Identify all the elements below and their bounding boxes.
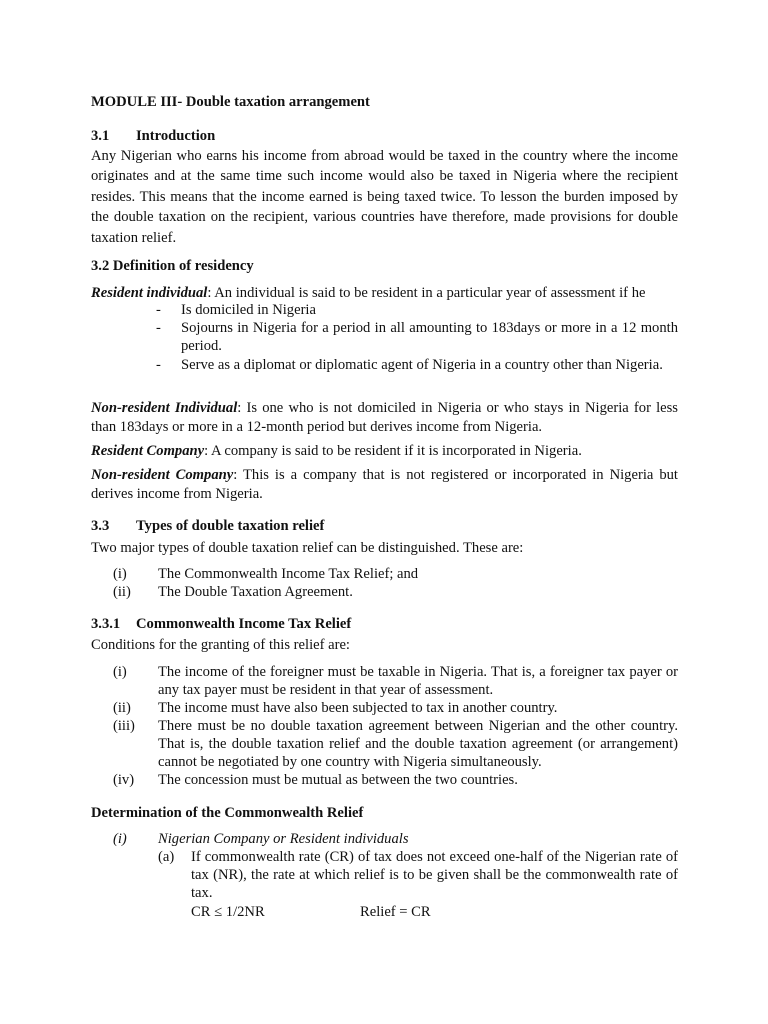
formula-condition: CR ≤ 1/2NR (191, 904, 265, 920)
sub-rule (158, 848, 678, 903)
section-3-3-heading: 3.3 Types of double taxation relief (91, 518, 325, 534)
determination-heading: Determination of the Commonwealth Relief (91, 805, 364, 821)
list-item: - Sojourns in Nigeria for a period in all amounting to 183days or more in a 12 month period. (156, 320, 678, 355)
module-title: MODULE III- Double taxation arrangement (91, 94, 370, 110)
section-3-1-heading (91, 126, 678, 146)
definition-term: Resident individual (91, 285, 208, 301)
list-item: (i) The Commonwealth Income Tax Relief; and (113, 566, 419, 582)
relief-conditions-list (113, 663, 678, 789)
section-3-3-1-heading: 3.3.1 Commonwealth Income Tax Relief (91, 616, 352, 632)
list-item: (iv) The concession must be mutual as between the two countries. (113, 772, 518, 788)
section-3-3-1-intro: Conditions for the granting of this relief are: (91, 637, 350, 653)
relief-types-list (113, 565, 678, 601)
list-item: (iii) There must be no double taxation agreement between Nigerian and the other country. That is, the double taxation relief and the double taxation agreement (or arrangement) cannot be negotiated by one country with Nigeria simultaneously. (113, 718, 678, 770)
formula-row (191, 902, 671, 922)
non-resident-company-definition: Non-resident Company: This is a company that is not registered or incorporated in Nigeria but derives income from Nigeria. (91, 467, 678, 502)
section-3-3-intro: Two major types of double taxation relief can be distinguished. These are: (91, 540, 524, 556)
formula-relief: Relief = CR (360, 904, 431, 920)
list-item: (ii) The income must have also been subjected to tax in another country. (113, 700, 558, 716)
list-item: (ii) The Double Taxation Agreement. (113, 584, 353, 600)
list-item: - Serve as a diplomat or diplomatic agent of Nigeria in a country other than Nigeria. (156, 356, 663, 373)
non-resident-individual-definition: Non-resident Individual: Is one who is not domiciled in Nigeria or who stays in Nigeria for less than 183days or more in a 12-month period but derives income from Nigeria. (91, 400, 678, 435)
list-item: (i) The income of the foreigner must be taxable in Nigeria. That is, a foreigner tax payer or any tax payer must be resident in that year of assessment. (113, 664, 678, 698)
definition-text: : An individual is said to be resident in a particular year of assessment if he (207, 285, 646, 301)
section-title: Introduction (136, 128, 216, 144)
case-heading: (i) Nigerian Company or Resident individuals (113, 831, 409, 847)
list-item: - Is domiciled in Nigeria (156, 302, 316, 318)
section-number: 3.1 (91, 128, 110, 144)
resident-company-definition: Resident Company: A company is said to be resident if it is incorporated in Nigeria. (91, 443, 582, 459)
section-3-2-heading: 3.2 Definition of residency (91, 258, 254, 274)
residency-conditions-list (156, 301, 678, 374)
list-item: (a) If commonwealth rate (CR) of tax does not exceed one-half of the Nigerian rate of tax (NR), the rate at which relief is to be given shall be the commonwealth rate of tax. (158, 849, 678, 902)
introduction-paragraph: Any Nigerian who earns his income from abroad would be taxed in the country where the income originates and at the same time such income would also be taxed in Nigeria where the recipient resides. This means that the income earned is being taxed twice. To lesson the burden imposed by the double taxation on the recipient, various countries have therefore, made provisions for double taxation relief. (91, 148, 678, 246)
